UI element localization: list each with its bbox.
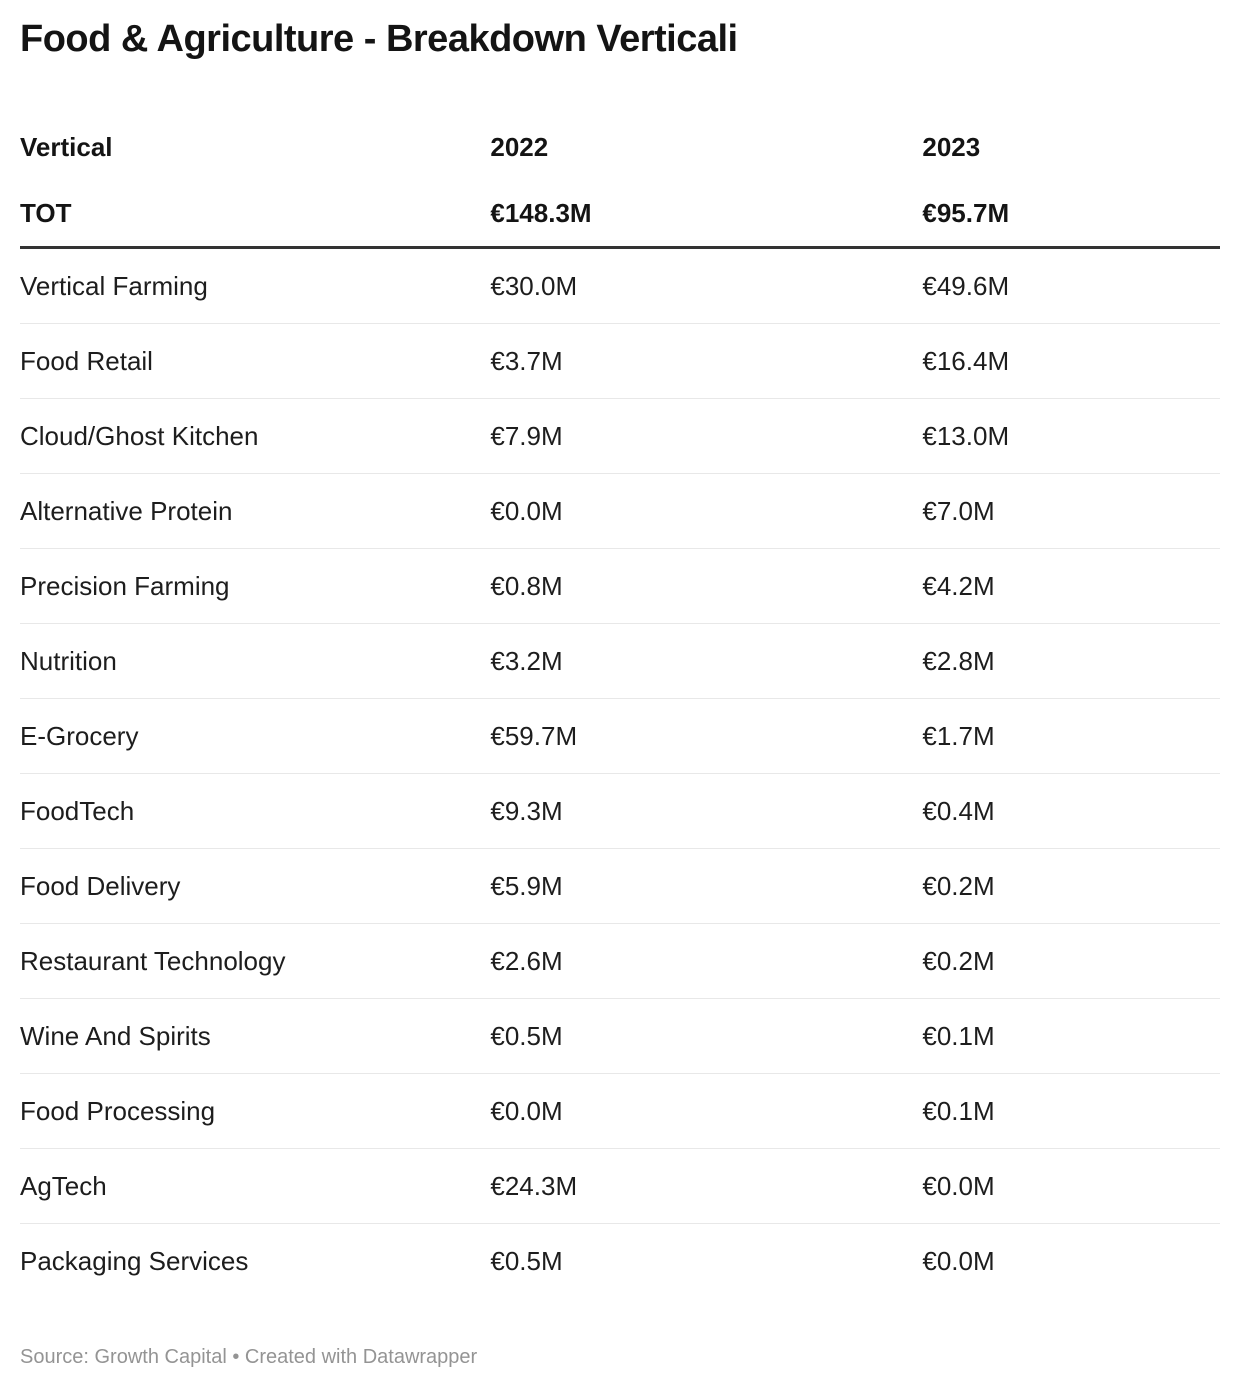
row-value-2023: €0.1M	[922, 1074, 1220, 1149]
row-vertical-label: Food Retail	[20, 324, 490, 399]
row-value-2023: €0.2M	[922, 924, 1220, 999]
col-header-2022: 2022	[490, 131, 549, 162]
table-row	[20, 699, 1220, 774]
row-value-2023: €13.0M	[922, 399, 1220, 474]
row-value-2022: €3.7M	[490, 324, 922, 399]
data-table	[20, 114, 1220, 1298]
row-vertical-label: Food Delivery	[20, 849, 490, 924]
table-row	[20, 399, 1220, 474]
row-vertical-label: E-Grocery	[20, 699, 490, 774]
total-row-label: TOT	[20, 180, 490, 248]
row-value-2023: €0.0M	[922, 1149, 1220, 1224]
row-value-2023: €49.6M	[922, 248, 1220, 324]
table-row	[20, 1224, 1220, 1299]
row-value-2022: €3.2M	[490, 624, 922, 699]
table-row	[20, 248, 1220, 324]
row-value-2023: €0.0M	[922, 1245, 995, 1276]
row-vertical-label: Alternative Protein	[20, 474, 490, 549]
col-header-2023: 2023	[922, 131, 981, 162]
total-row-value-2022: €148.3M	[490, 180, 922, 248]
table-row	[20, 1149, 1220, 1224]
row-value-2022: €24.3M	[490, 1149, 922, 1224]
page-title: Food & Agriculture - Breakdown Verticali	[20, 18, 738, 60]
row-value-2022: €0.0M	[490, 474, 922, 549]
row-value-2022: €0.5M	[490, 999, 922, 1074]
table-body	[20, 248, 1220, 1299]
table-row	[20, 774, 1220, 849]
table-row	[20, 999, 1220, 1074]
row-value-2023: €0.2M	[922, 849, 1220, 924]
row-value-2022: €2.6M	[490, 924, 922, 999]
row-vertical-label: FoodTech	[20, 774, 490, 849]
table-row	[20, 1074, 1220, 1149]
total-row	[20, 180, 1220, 248]
table-row	[20, 924, 1220, 999]
row-value-2023: €4.2M	[922, 549, 1220, 624]
row-value-2023: €0.1M	[922, 999, 1220, 1074]
row-value-2022: €0.8M	[490, 549, 922, 624]
row-vertical-label: Restaurant Technology	[20, 924, 490, 999]
row-value-2023: €16.4M	[922, 324, 1220, 399]
row-value-2022: €7.9M	[490, 399, 922, 474]
row-value-2023: €7.0M	[922, 474, 1220, 549]
row-value-2022: €9.3M	[490, 774, 922, 849]
col-header-vertical: Vertical	[20, 131, 113, 162]
table-row	[20, 849, 1220, 924]
row-value-2023: €2.8M	[922, 624, 1220, 699]
row-value-2023: €0.4M	[922, 774, 1220, 849]
row-vertical-label: AgTech	[20, 1149, 490, 1224]
table-row	[20, 624, 1220, 699]
row-value-2022: €5.9M	[490, 849, 922, 924]
row-vertical-label: Wine And Spirits	[20, 999, 490, 1074]
column-header-row	[20, 114, 1220, 180]
row-vertical-label: Precision Farming	[20, 549, 490, 624]
row-vertical-label: Cloud/Ghost Kitchen	[20, 399, 490, 474]
total-row-value-2023: €95.7M	[922, 180, 1220, 248]
row-value-2022: €30.0M	[490, 248, 922, 324]
row-value-2022: €59.7M	[490, 699, 922, 774]
table-row	[20, 324, 1220, 399]
row-value-2022: €0.0M	[490, 1074, 922, 1149]
row-value-2023: €1.7M	[922, 699, 1220, 774]
table-row	[20, 549, 1220, 624]
row-vertical-label: Food Processing	[20, 1074, 490, 1149]
source-attribution: Source: Growth Capital • Created with Datawrapper	[20, 1346, 478, 1368]
row-vertical-label: Vertical Farming	[20, 248, 490, 324]
row-value-2022: €0.5M	[490, 1245, 563, 1276]
row-vertical-label: Packaging Services	[20, 1245, 249, 1276]
row-vertical-label: Nutrition	[20, 624, 490, 699]
table-row	[20, 474, 1220, 549]
